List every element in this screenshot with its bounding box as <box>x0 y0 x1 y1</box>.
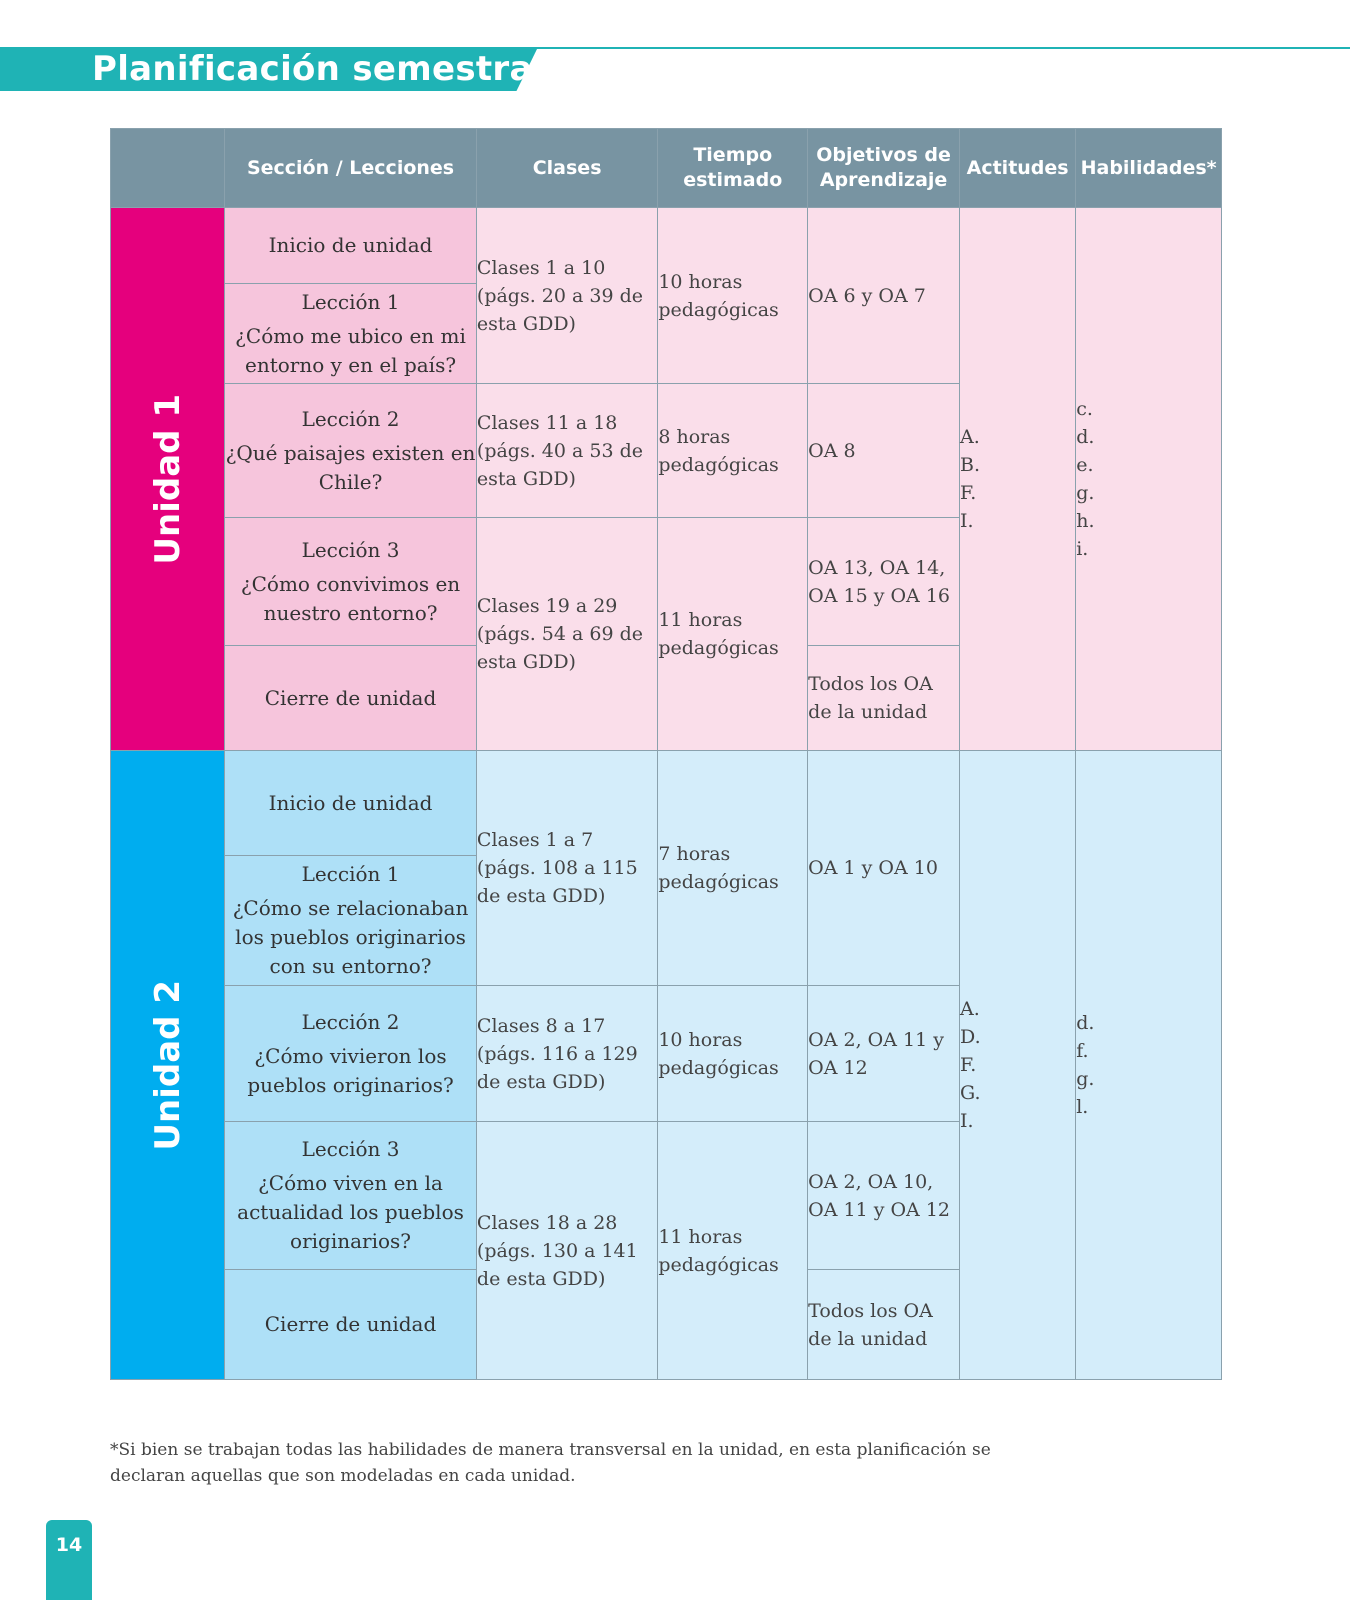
objetivos-cell: OA 13, OA 14, OA 15 y OA 16 <box>808 518 960 646</box>
clases-cell <box>476 1122 657 1380</box>
header-objetivos-text: Objetivos de Aprendizaje <box>816 144 951 191</box>
objetivos-cell: OA 1 y OA 10 <box>808 751 960 986</box>
header-seccion: Sección / Lecciones <box>225 129 477 208</box>
list-item: g. <box>1076 1068 1095 1090</box>
lesson-question: ¿Cómo viven en la actualidad los pueblos originarios? <box>237 1171 464 1253</box>
clases-range: Clases 1 a 10 <box>476 256 606 279</box>
unit-2-label-cell <box>111 751 225 1380</box>
section-cierre: Cierre de unidad <box>225 1270 477 1380</box>
page-number: 14 <box>55 1534 83 1556</box>
list-item: e. <box>1076 454 1094 476</box>
clases-range: Clases 8 a 17 <box>476 1014 606 1037</box>
planning-table <box>110 128 1222 1380</box>
list-item: f. <box>1076 1040 1089 1062</box>
lesson-title: Lección 1 <box>301 289 400 314</box>
list-item: i. <box>1076 538 1089 560</box>
page-number-tab <box>46 1520 92 1600</box>
list-item: G. <box>960 1082 981 1104</box>
list-item: I. <box>960 510 974 532</box>
unit-1-label-cell <box>111 208 225 751</box>
clases-pages: (págs. 40 a 53 de esta GDD) <box>476 439 644 490</box>
header-habilidades: Habilidades* <box>1076 129 1222 208</box>
footnote: *Si bien se trabajan todas las habilidades de manera transversal en la unidad, en esta planificación se declaran aquellas que son modeladas en cada unidad. <box>110 1440 991 1486</box>
clases-cell <box>476 518 657 751</box>
unit-1-body <box>111 208 1222 751</box>
clases-cell <box>476 751 657 986</box>
clases-range: Clases 18 a 28 <box>476 1211 618 1234</box>
lesson-title: Lección 1 <box>301 862 400 886</box>
objetivos-cell: Todos los OA de la unidad <box>808 646 960 751</box>
clases-cell <box>476 208 657 384</box>
tiempo-cell: 10 horas pedagógicas <box>658 208 808 384</box>
list-item: A. <box>960 998 980 1020</box>
tiempo-cell: 11 horas pedagógicas <box>658 518 808 751</box>
lesson-question: ¿Cómo vivieron los pueblos originarios? <box>247 1043 454 1097</box>
header-actitudes: Actitudes <box>960 129 1076 208</box>
list-item: d. <box>1076 1012 1095 1034</box>
lesson-question: ¿Cómo se relacionaban los pueblos originarios con su entorno? <box>232 896 469 978</box>
clases-pages: (págs. 108 a 115 de esta GDD) <box>476 857 638 907</box>
section-inicio: Inicio de unidad <box>225 751 477 856</box>
actitudes-cell <box>960 751 1076 1380</box>
list-item: l. <box>1076 1096 1089 1118</box>
header-corner <box>111 129 225 208</box>
lesson-question: ¿Qué paisajes existen en Chile? <box>225 440 476 494</box>
objetivos-cell: OA 6 y OA 7 <box>808 208 960 384</box>
list-item: F. <box>960 482 977 504</box>
section-leccion-1 <box>225 856 477 986</box>
lesson-title: Lección 2 <box>301 406 400 431</box>
header-clases: Clases <box>476 129 657 208</box>
objetivos-cell: Todos los OA de la unidad <box>808 1270 960 1380</box>
actitudes-cell <box>960 208 1076 751</box>
section-cierre: Cierre de unidad <box>225 646 477 751</box>
list-item: A. <box>960 426 980 448</box>
table-row <box>111 751 1222 856</box>
tiempo-cell: 8 horas pedagógicas <box>658 384 808 518</box>
clases-cell <box>476 384 657 518</box>
section-leccion-2 <box>225 986 477 1122</box>
list-item: B. <box>960 454 981 476</box>
clases-cell <box>476 986 657 1122</box>
section-leccion-1 <box>225 284 477 384</box>
list-item: F. <box>960 1054 977 1076</box>
tiempo-cell: 10 horas pedagógicas <box>658 986 808 1122</box>
header-tiempo-text: Tiempo estimado <box>683 144 783 191</box>
list-item: g. <box>1076 482 1095 504</box>
lesson-title: Lección 2 <box>301 1009 400 1034</box>
section-leccion-3 <box>225 1122 477 1270</box>
clases-pages: (págs. 20 a 39 de esta GDD) <box>476 284 644 335</box>
clases-pages: (págs. 116 a 129 de esta GDD) <box>476 1042 638 1093</box>
unit-1-label: Unidad 1 <box>147 393 188 565</box>
lesson-question: ¿Cómo me ubico en mi entorno y en el país? <box>235 323 466 377</box>
clases-range: Clases 1 a 7 <box>476 829 594 851</box>
list-item: c. <box>1076 398 1093 420</box>
table-header-row <box>111 129 1222 208</box>
tiempo-cell: 7 horas pedagógicas <box>658 751 808 986</box>
lesson-title: Lección 3 <box>301 537 400 562</box>
lesson-question: ¿Cómo convivimos en nuestro entorno? <box>240 571 461 625</box>
list-item: h. <box>1076 510 1095 532</box>
page-title: Planificación semestral <box>92 49 545 89</box>
habilidades-cell <box>1076 208 1222 751</box>
tiempo-cell: 11 horas pedagógicas <box>658 1122 808 1380</box>
clases-range: Clases 19 a 29 <box>476 595 618 617</box>
list-item: d. <box>1076 426 1095 448</box>
clases-pages: (págs. 130 a 141 de esta GDD) <box>476 1239 638 1290</box>
lesson-title: Lección 3 <box>301 1137 400 1161</box>
list-item: I. <box>960 1110 974 1132</box>
section-inicio: Inicio de unidad <box>225 208 477 284</box>
habilidades-cell <box>1076 751 1222 1380</box>
section-leccion-3 <box>225 518 477 646</box>
header-tiempo <box>658 129 808 208</box>
unit-2-label: Unidad 2 <box>147 979 188 1151</box>
clases-range: Clases 11 a 18 <box>476 411 618 434</box>
header-objetivos <box>808 129 960 208</box>
clases-pages: (págs. 54 a 69 de esta GDD) <box>476 623 644 673</box>
objetivos-cell: OA 2, OA 11 y OA 12 <box>808 986 960 1122</box>
objetivos-cell: OA 8 <box>808 384 960 518</box>
section-leccion-2 <box>225 384 477 518</box>
table-row <box>111 208 1222 284</box>
list-item: D. <box>960 1026 981 1048</box>
objetivos-cell: OA 2, OA 10, OA 11 y OA 12 <box>808 1122 960 1270</box>
unit-2-body <box>111 751 1222 1380</box>
